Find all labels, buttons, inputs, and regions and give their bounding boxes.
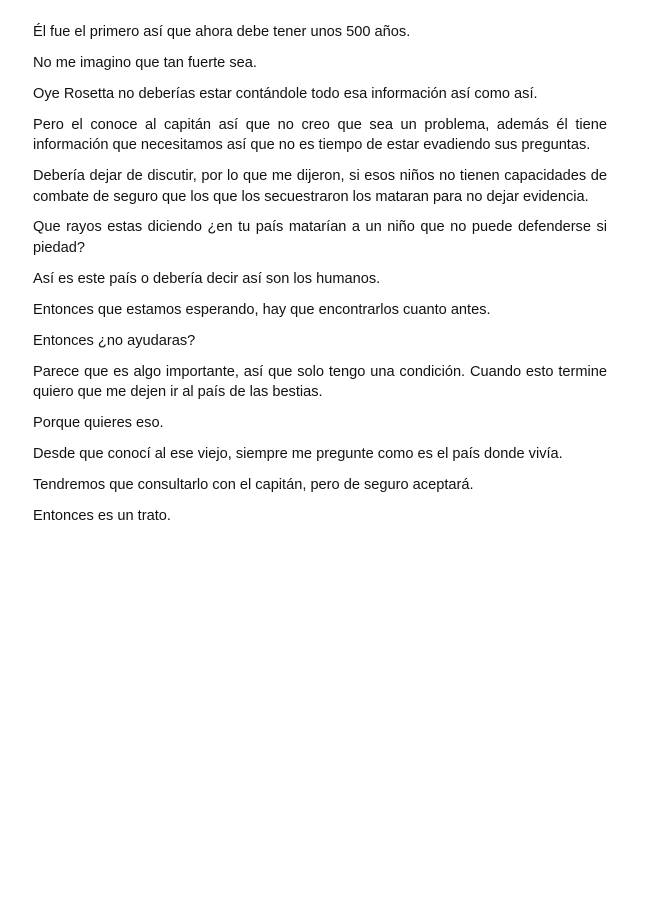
paragraph-14: Entonces es un trato. bbox=[33, 507, 171, 524]
paragraph-13: Tendremos que consultarlo con el capitán, pero de seguro aceptará. bbox=[33, 476, 474, 493]
paragraph-3: Oye Rosetta no deberías estar contándole todo esa información así como así. bbox=[33, 85, 538, 102]
document-page bbox=[33, 22, 607, 536]
paragraph-2: No me imagino que tan fuerte sea. bbox=[33, 54, 257, 71]
paragraph-4: Pero el conoce al capitán así que no creo que sea un problema, además él tiene información que necesitamos así que no es tiempo de estar evadiendo sus preguntas. bbox=[33, 116, 607, 154]
paragraph-8: Entonces que estamos esperando, hay que encontrarlos cuanto antes. bbox=[33, 301, 491, 318]
paragraph-12: Desde que conocí al ese viejo, siempre me pregunte como es el país donde vivía. bbox=[33, 445, 563, 462]
paragraph-7: Así es este país o debería decir así son los humanos. bbox=[33, 270, 381, 287]
paragraph-10: Parece que es algo importante, así que solo tengo una condición. Cuando esto termine quiero que me dejen ir al país de las bestias. bbox=[33, 363, 607, 401]
paragraph-5: Debería dejar de discutir, por lo que me dijeron, si esos niños no tienen capacidades de combate de seguro que los que los secuestraron los mataran para no dejar evidencia. bbox=[33, 168, 607, 205]
paragraph-1: Él fue el primero así que ahora debe tener unos 500 años. bbox=[33, 24, 411, 40]
paragraph-6: Que rayos estas diciendo ¿en tu país matarían a un niño que no puede defenderse si piedad? bbox=[33, 219, 607, 256]
paragraph-11: Porque quieres eso. bbox=[33, 414, 164, 431]
paragraph-9: Entonces ¿no ayudaras? bbox=[33, 332, 196, 349]
